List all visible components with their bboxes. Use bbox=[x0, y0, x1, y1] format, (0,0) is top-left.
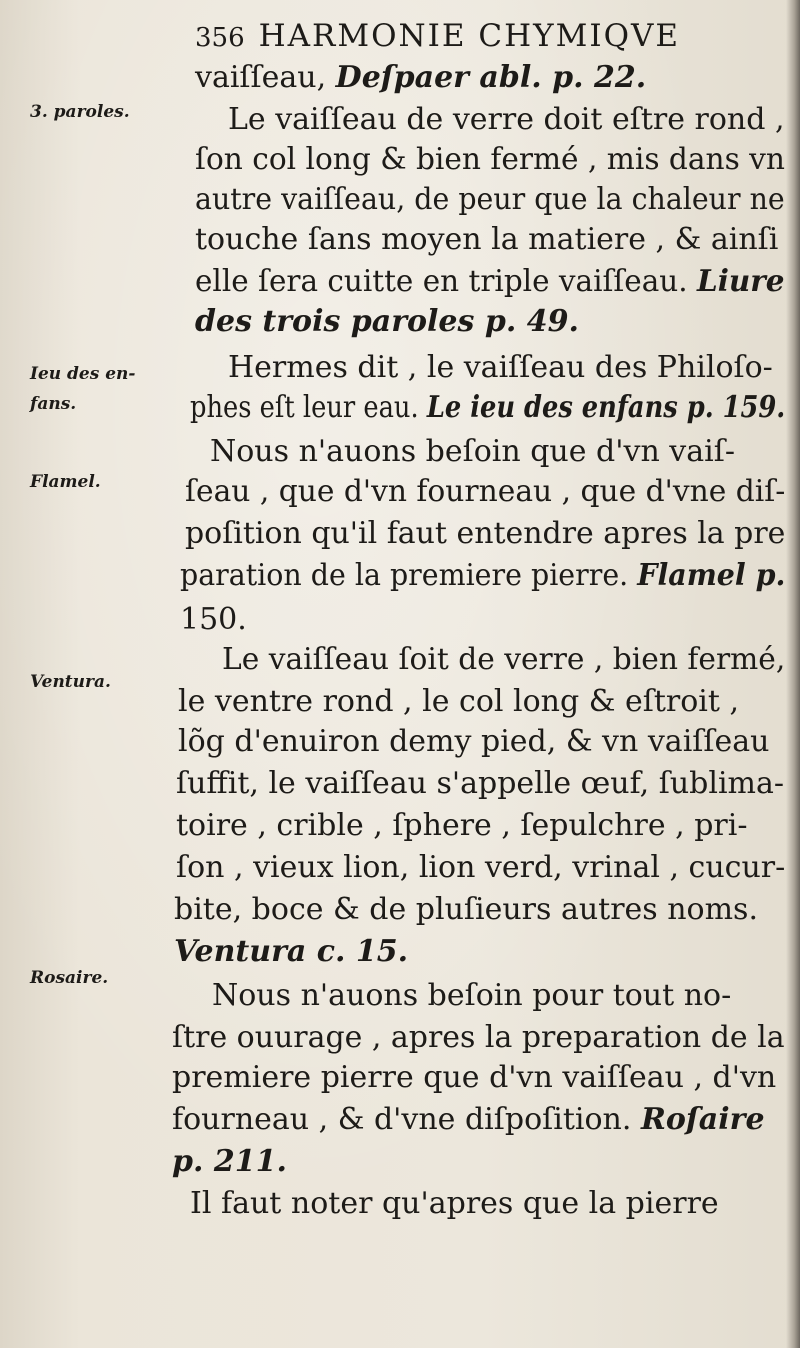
text-line: ſon col long & bien fermé , mis dans vn bbox=[195, 142, 785, 177]
margin-note-ventura: Ventura. bbox=[30, 672, 111, 692]
margin-note-paroles: 3. paroles. bbox=[30, 102, 130, 122]
text-line: phes eſt leur eau. Le ieu des enfans p. 159. bbox=[190, 390, 786, 425]
text-line: p. 211. bbox=[172, 1144, 287, 1179]
text-line: poſition qu'il faut entendre apres la pre bbox=[185, 516, 786, 551]
text-line: 150. bbox=[180, 602, 247, 637]
margin-note-rosaire: Rosaire. bbox=[30, 968, 109, 988]
text-line: fourneau , & d'vne diſpoſition. Roſaire bbox=[172, 1102, 765, 1137]
running-title: HARMONIE CHYMIQVE bbox=[258, 18, 681, 54]
text-line: Nous n'auons beſoin pour tout no- bbox=[212, 978, 732, 1013]
text-line: ſuffit, le vaiſſeau s'appelle œuf, ſublima- bbox=[176, 766, 785, 801]
text-line: autre vaiſſeau, de peur que la chaleur ne bbox=[195, 182, 785, 217]
text-line: Nous n'auons beſoin que d'vn vaiſ- bbox=[210, 434, 735, 469]
text-line: Il faut noter qu'apres que la pierre bbox=[190, 1186, 719, 1221]
page-number: 356 bbox=[195, 23, 245, 53]
text-line: Le vaiſſeau de verre doit eſtre rond , bbox=[228, 102, 785, 137]
text-line: ſeau , que d'vn fourneau , que d'vne diſ- bbox=[185, 474, 786, 509]
text-line: des trois paroles p. 49. bbox=[195, 304, 579, 339]
text-line: paration de la premiere pierre. Flamel p. bbox=[180, 558, 786, 593]
margin-note-flamel: Flamel. bbox=[30, 472, 101, 492]
text-line: Le vaiſſeau ſoit de verre , bien fermé, bbox=[222, 642, 786, 677]
text-line: vaiſſeau, Deſpaer abl. p. 22. bbox=[195, 60, 647, 95]
margin-note-ieu-des-enfans-2: fans. bbox=[30, 394, 77, 414]
text-line: ſtre ouurage , apres la preparation de la bbox=[172, 1020, 785, 1055]
text-line: premiere pierre que d'vn vaiſſeau , d'vn bbox=[172, 1060, 777, 1095]
text-line: lõg d'enuiron demy pied, & vn vaiſſeau bbox=[178, 724, 770, 759]
margin-note-ieu-des-enfans-1: Ieu des en- bbox=[30, 364, 136, 384]
text-line: touche ſans moyen la matiere , & ainſi bbox=[195, 222, 779, 257]
text-line: Hermes dit , le vaiſſeau des Philoſo- bbox=[228, 350, 773, 385]
text-line: toire , crible , ſphere , ſepulchre , pri- bbox=[176, 808, 748, 843]
text-line: Ventura c. 15. bbox=[174, 934, 409, 969]
text-line: elle ſera cuitte en triple vaiſſeau. Liure bbox=[195, 264, 785, 299]
text-line: le ventre rond , le col long & eſtroit , bbox=[178, 684, 740, 719]
page-edge-shadow bbox=[786, 0, 800, 1348]
text-line: bite, boce & de pluſieurs autres noms. bbox=[174, 892, 758, 927]
text-line: ſon , vieux lion, lion verd, vrinal , cucur- bbox=[176, 850, 786, 885]
